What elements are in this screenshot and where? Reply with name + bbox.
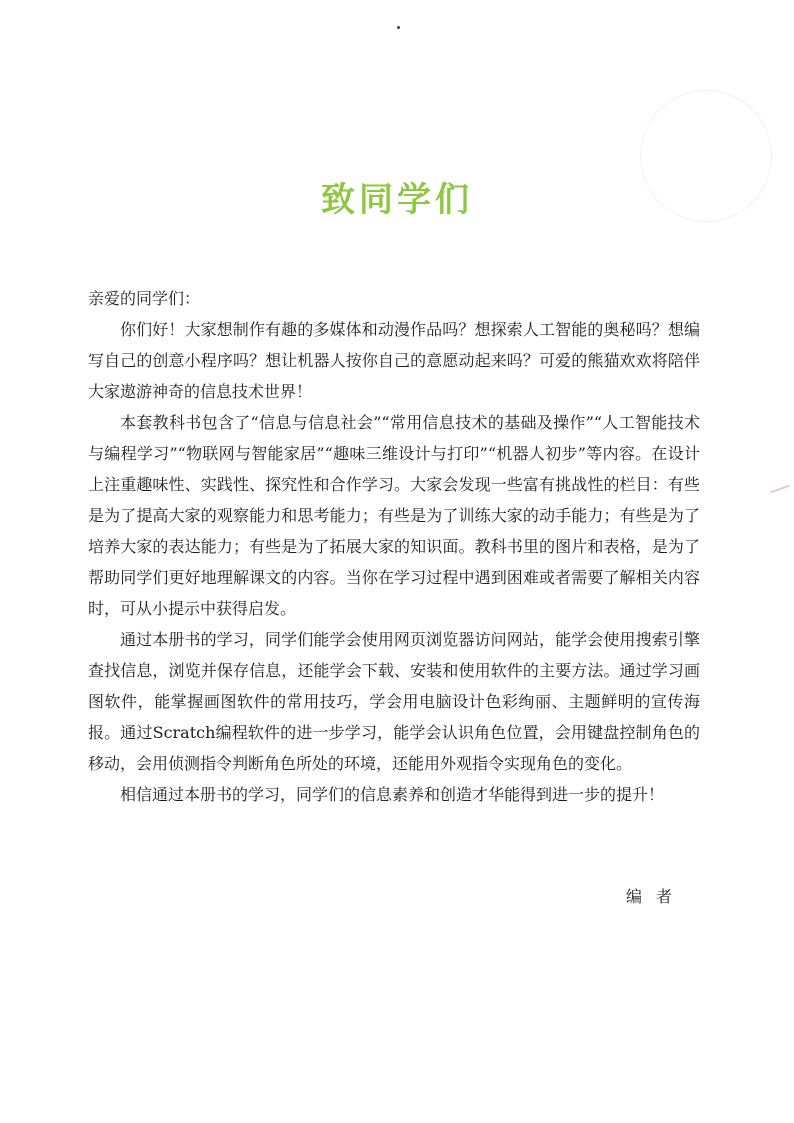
paragraph-1: 你们好！大家想制作有趣的多媒体和动漫作品吗？想探索人工智能的奥秘吗？想编写自己的创意小程序吗？想让机器人按你自己的意愿动起来吗？可爱的熊猫欢欢将陪伴大家遨游神奇的信息技术世界！ [88, 320, 700, 401]
speck [397, 26, 400, 29]
paragraph-2: 本套教科书包含了“信息与信息社会”“常用信息技术的基础及操作”“人工智能技术与编程学习”“物联网与智能家居”“趣味三维设计与打印”“机器人初步”等内容。在设计上注重趣味性、实践性、探究性和合作学习。大家会发现一些富有挑战性的栏目：有些是为了提高大家的观察能力和思考能力；有些是为了训练大家的动手能力；有些是为了培养大家的表达能力；有些是为了拓展大家的知识面。教科书里的图片和表格，是为了帮助同学们更好地理解课文的内容。当你在学习过程中遇到困难或者需要了解相关内容时，可从小提示中获得启发。 [88, 413, 700, 618]
paragraph-4: 相信通过本册书的学习，同学们的信息素养和创造才华能得到进一步的提升！ [120, 785, 665, 804]
letter-body [88, 283, 700, 810]
page-title: 致同学们 [321, 180, 473, 220]
signature: 编者 [625, 887, 686, 906]
salutation: 亲爱的同学们： [88, 289, 201, 308]
paragraph-3: 通过本册书的学习，同学们能学会使用网页浏览器访问网站，能学会使用搜索引擎查找信息，浏览并保存信息，还能学会下载、安装和使用软件的主要方法。通过学习画图软件，能掌握画图软件的常用技巧，学会用电脑设计色彩绚丽、主题鲜明的宣传海报。通过Scratch编程软件的进一步学习，能学会认识角色位置，会用键盘控制角色的移动，会用侦测指令判断角色所处的环境，还能用外观指令实现角色的变化。 [88, 630, 700, 773]
edge-mark [770, 485, 789, 494]
